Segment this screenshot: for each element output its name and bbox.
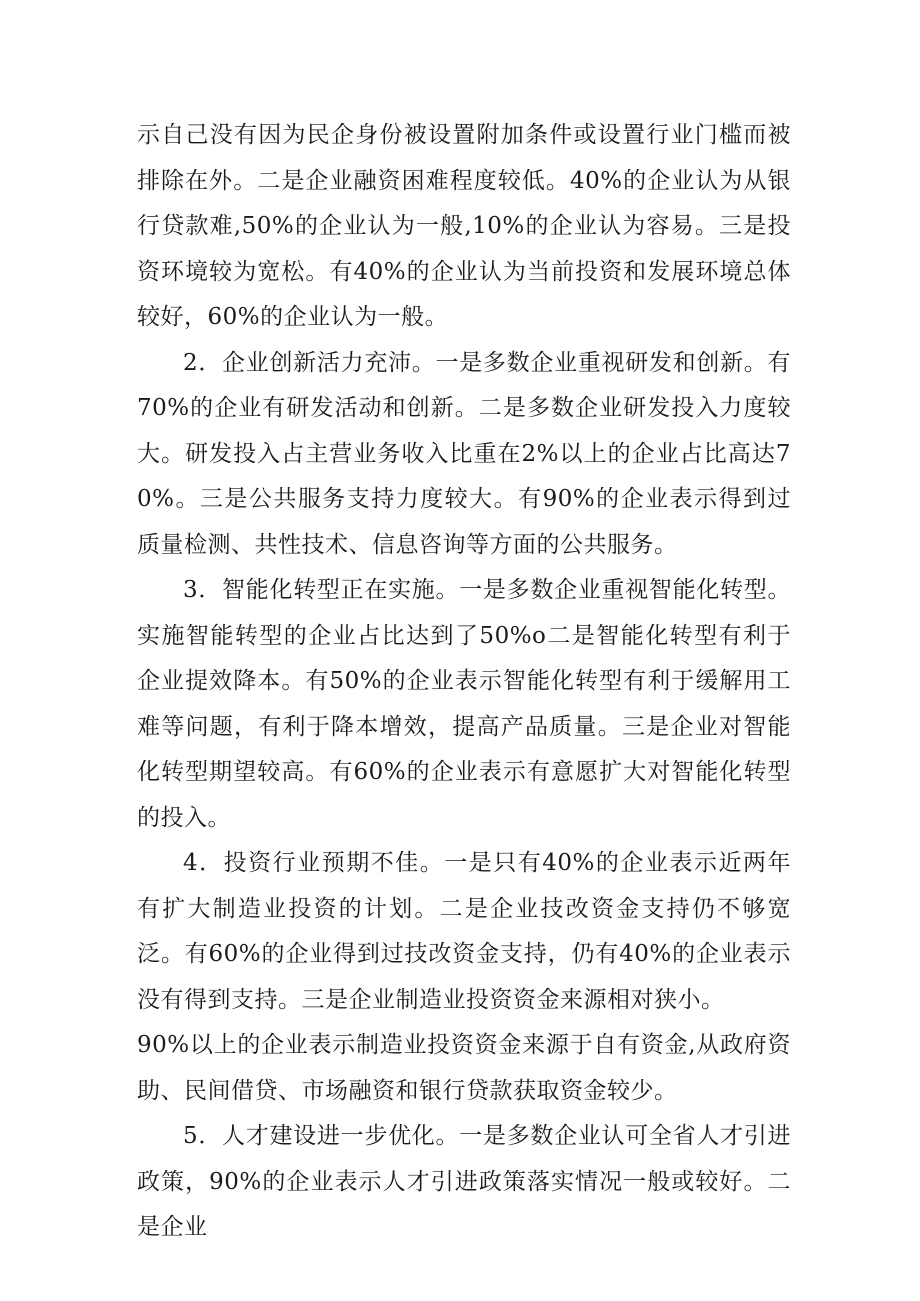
document-body: [137, 113, 791, 1251]
paragraph-continuation-environment: 示自己没有因为民企身份被设置附加条件或设置行业门槛而被排除在外。二是企业融资困难程度较低。40%的企业认为从银行贷款难,50%的企业认为一般,10%的企业认为容易。三是投资环境较为宽松。有40%的企业认为当前投资和发展环境总体较好，60%的企业认为一般。: [137, 122, 791, 330]
paragraph-talent-building: 5．人才建设进一步优化。一是多数企业认可全省人才引进政策，90%的企业表示人才引进政策落实情况一般或较好。二是企业: [137, 1123, 791, 1240]
paragraph-investment-funding-source: 90%以上的企业表示制造业投资资金来源于自有资金,从政府资助、民间借贷、市场融资和银行贷款获取资金较少。: [137, 1032, 791, 1104]
paragraph-intelligent-transformation: 3．智能化转型正在实施。一是多数企业重视智能化转型。实施智能转型的企业占比达到了50%o二是智能化转型有利于企业提效降本。有50%的企业表示智能化转型有利于缓解用工难等问题，有利于降本增效，提高产品质量。三是企业对智能化转型期望较高。有60%的企业表示有意愿扩大对智能化转型的投入。: [137, 577, 791, 831]
paragraph-investment-outlook: 4．投资行业预期不佳。一是只有40%的企业表示近两年有扩大制造业投资的计划。二是企业技改资金支持仍不够宽泛。有60%的企业得到过技改资金支持，仍有40%的企业表示没有得到支持。三是企业制造业投资资金来源相对狭小。: [137, 850, 791, 1013]
paragraph-innovation: 2．企业创新活力充沛。一是多数企业重视研发和创新。有70%的企业有研发活动和创新。二是多数企业研发投入力度较大。研发投入占主营业务收入比重在2%以上的企业占比高达70%。三是公共服务支持力度较大。有90%的企业表示得到过质量检测、共性技术、信息咨询等方面的公共服务。: [137, 349, 791, 558]
